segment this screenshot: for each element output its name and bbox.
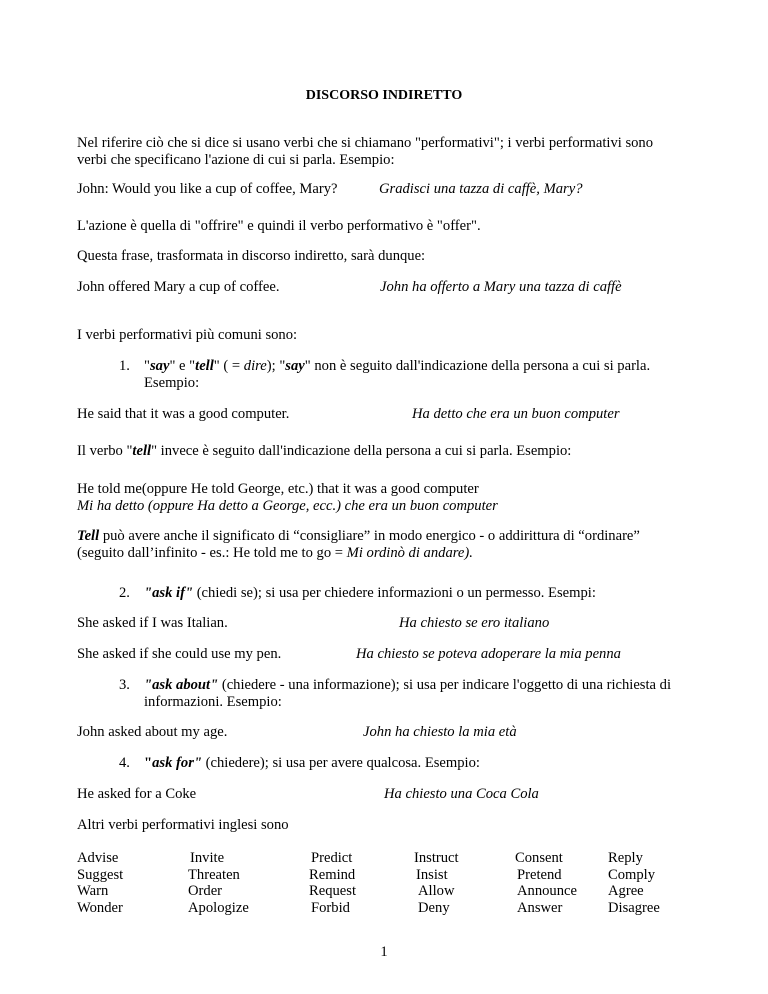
verb: Request <box>309 883 357 899</box>
verb: Pretend <box>517 866 562 883</box>
verb: Comply <box>608 866 656 883</box>
common-verbs-heading: I verbi performativi più comuni sono: <box>77 327 298 343</box>
intro-line-1: Nel riferire ciò che si dice si usano verbi che si chiamano "performativi"; i verbi performativi sono <box>77 135 654 151</box>
verb: Instruct <box>414 850 459 866</box>
verb-column-2 <box>188 850 249 916</box>
verb-column-4 <box>414 850 459 916</box>
verb-column-5 <box>515 850 577 916</box>
example-4-italian: Mi ha detto (oppure Ha detto a George, ecc.) che era un buon computer <box>77 498 498 514</box>
verb: Suggest <box>77 866 124 883</box>
verb: Answer <box>517 899 563 916</box>
item-1-text: "say" e "tell" ( = dire); "say" non è seguito dall'indicazione della persona a cui si parla. <box>144 358 651 374</box>
item-3-number: 3. <box>119 677 130 693</box>
example-5-english: She asked if I was Italian. <box>77 615 228 631</box>
example-2-english: John offered Mary a cup of coffee. <box>77 279 280 295</box>
verb: Allow <box>418 883 455 899</box>
item-1-line-2: Esempio: <box>144 375 200 391</box>
page-title: DISCORSO INDIRETTO <box>305 88 463 103</box>
verb: Warn <box>77 883 109 899</box>
item-2-number: 2. <box>119 585 130 601</box>
intro-line-2: verbi che specificano l'azione di cui si parla. Esempio: <box>77 152 395 168</box>
verb-column-6 <box>608 850 660 916</box>
item-4-text: "ask for" (chiedere); si usa per avere qualcosa. Esempio: <box>144 755 480 771</box>
verb: Apologize <box>188 899 249 916</box>
example-6-italian: Ha chiesto se poteva adoperare la mia penna <box>356 646 621 662</box>
example-8-italian: Ha chiesto una Coca Cola <box>384 786 539 802</box>
verb: Remind <box>309 866 356 883</box>
verb: Predict <box>311 850 353 866</box>
verb-column-3 <box>309 850 356 916</box>
verb: Consent <box>515 850 563 866</box>
example-8-english: He asked for a Coke <box>77 786 197 802</box>
example-6-english: She asked if she could use my pen. <box>77 646 282 662</box>
example-3-english: He said that it was a good computer. <box>77 406 290 422</box>
verb: Reply <box>608 850 643 866</box>
verb: Insist <box>416 866 448 883</box>
verb-column-1 <box>77 850 123 916</box>
example-4-english: He told me(oppure He told George, etc.) that it was a good computer <box>77 481 479 497</box>
other-verbs-heading: Altri verbi performativi inglesi sono <box>77 817 289 833</box>
example-1-english: John: Would you like a cup of coffee, Mary? <box>77 181 338 197</box>
tell-note-line-2: (seguito dall’infinito - es.: He told me to go = Mi ordinò di andare). <box>77 545 473 561</box>
verb: Order <box>188 883 223 899</box>
action-sentence: L'azione è quella di "offrire" e quindi il verbo performativo è "offer". <box>77 218 481 234</box>
example-5-italian: Ha chiesto se ero italiano <box>399 615 550 631</box>
verb: Agree <box>608 883 644 899</box>
example-7-italian: John ha chiesto la mia età <box>363 724 517 740</box>
example-2-italian: John ha offerto a Mary una tazza di caffè <box>380 279 622 295</box>
verb: Threaten <box>188 866 240 883</box>
item-3-line-2: informazioni. Esempio: <box>144 694 282 710</box>
page-number: 1 <box>380 944 388 960</box>
verb: Deny <box>418 899 450 916</box>
example-1-italian: Gradisci una tazza di caffè, Mary? <box>379 181 583 197</box>
item-3-text: "ask about" (chiedere - una informazione); si usa per indicare l'oggetto di una richiesta di <box>144 677 672 693</box>
verb: Invite <box>190 850 225 866</box>
transform-sentence: Questa frase, trasformata in discorso indiretto, sarà dunque: <box>77 248 426 264</box>
item-1-number: 1. <box>119 358 130 374</box>
tell-note-line-1: Tell può avere anche il significato di “consigliare” in modo energico - o addirittura di “ordinare” <box>77 528 640 544</box>
example-3-italian: Ha detto che era un buon computer <box>412 406 620 422</box>
example-7-english: John asked about my age. <box>77 724 228 740</box>
verb: Forbid <box>311 899 350 916</box>
verb: Announce <box>517 883 577 899</box>
item-4-number: 4. <box>119 755 130 771</box>
tell-paragraph: Il verbo "tell" invece è seguito dall'indicazione della persona a cui si parla. Esempio: <box>77 443 572 459</box>
verb: Wonder <box>77 899 123 916</box>
item-2-text: "ask if" (chiedi se); si usa per chiedere informazioni o un permesso. Esempi: <box>144 585 596 601</box>
verb: Disagree <box>608 899 660 916</box>
verb: Advise <box>77 850 119 866</box>
